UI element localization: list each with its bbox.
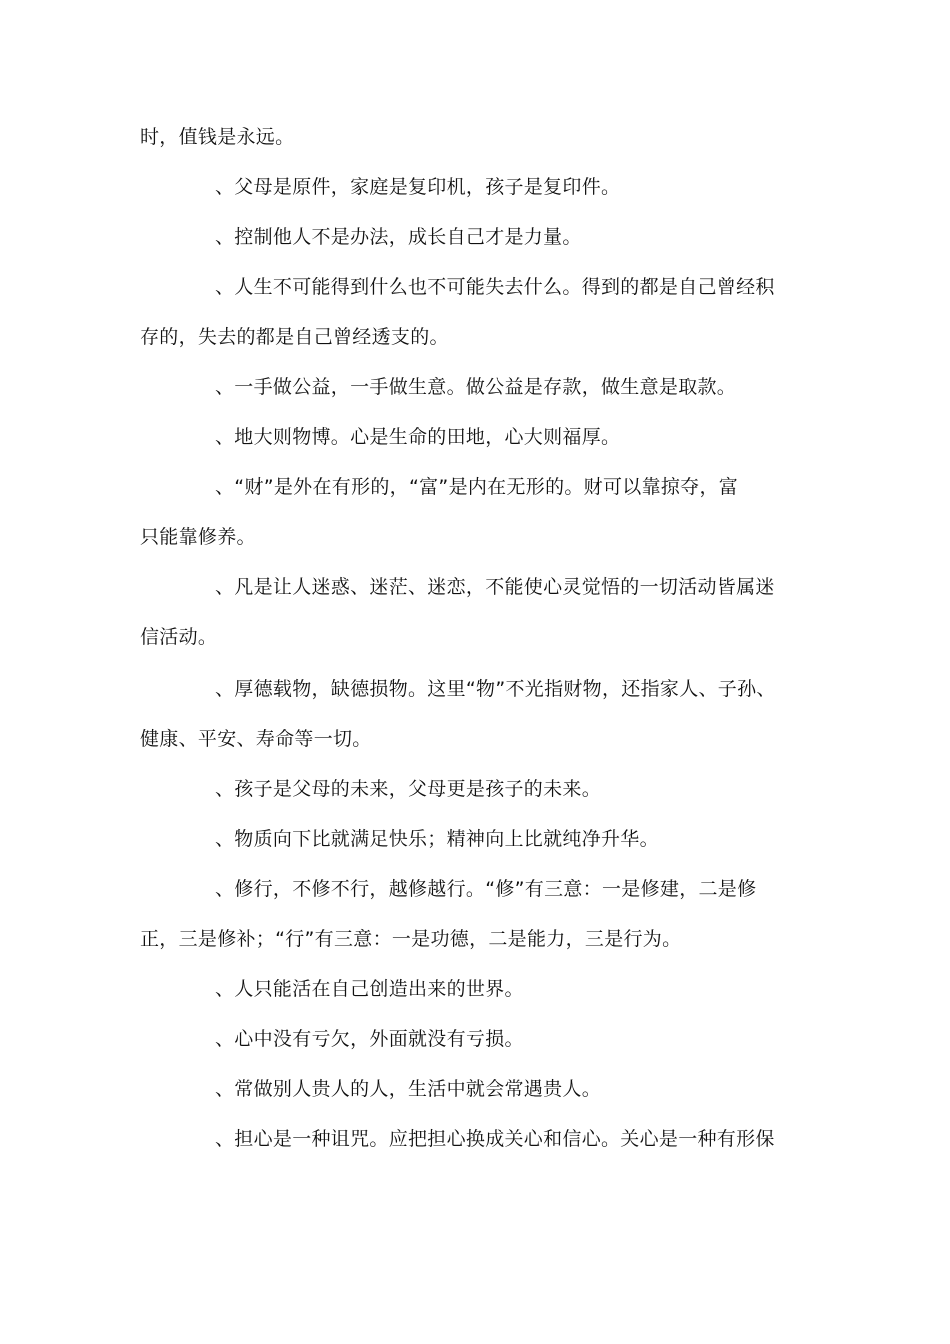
text-line: 、“财”是外在有形的，“富”是内在无形的。财可以靠掠夺，富 (215, 476, 739, 498)
text-line: 、人生不可能得到什么也不可能失去什么。得到的都是自己曾经积 (215, 276, 775, 298)
text-line: 、凡是让人迷惑、迷茫、迷恋，不能使心灵觉悟的一切活动皆属迷 (215, 576, 775, 598)
text-line: 存的，失去的都是自己曾经透支的。 (140, 326, 449, 348)
text-line: 、修行，不修不行，越修越行。“修”有三意：一是修建，二是修 (215, 878, 757, 900)
text-line: 、厚德载物，缺德损物。这里“物”不光指财物，还指家人、子孙、 (215, 678, 776, 700)
text-line: 、父母是原件，家庭是复印机，孩子是复印件。 (215, 176, 621, 198)
text-line: 、担心是一种诅咒。应把担心换成关心和信心。关心是一种有形保 (215, 1128, 775, 1150)
text-line: 、物质向下比就满足快乐；精神向上比就纯净升华。 (215, 828, 659, 850)
text-line: 、常做别人贵人的人，生活中就会常遇贵人。 (215, 1078, 602, 1100)
text-line: 、人只能活在自己创造出来的世界。 (215, 978, 524, 1000)
text-line: 时，值钱是永远。 (140, 126, 295, 148)
text-line: 正，三是修补；“行”有三意：一是功德，二是能力，三是行为。 (140, 928, 682, 950)
text-line: 、地大则物博。心是生命的田地，心大则福厚。 (215, 426, 621, 448)
text-line: 、控制他人不是办法，成长自己才是力量。 (215, 226, 582, 248)
text-line: 、心中没有亏欠，外面就没有亏损。 (215, 1028, 524, 1050)
text-line: 、一手做公益，一手做生意。做公益是存款，做生意是取款。 (215, 376, 737, 398)
text-line: 、孩子是父母的未来，父母更是孩子的未来。 (215, 778, 602, 800)
text-line: 信活动。 (140, 626, 218, 648)
text-line: 只能靠修养。 (140, 526, 256, 548)
text-line: 健康、平安、寿命等一切。 (140, 728, 372, 750)
